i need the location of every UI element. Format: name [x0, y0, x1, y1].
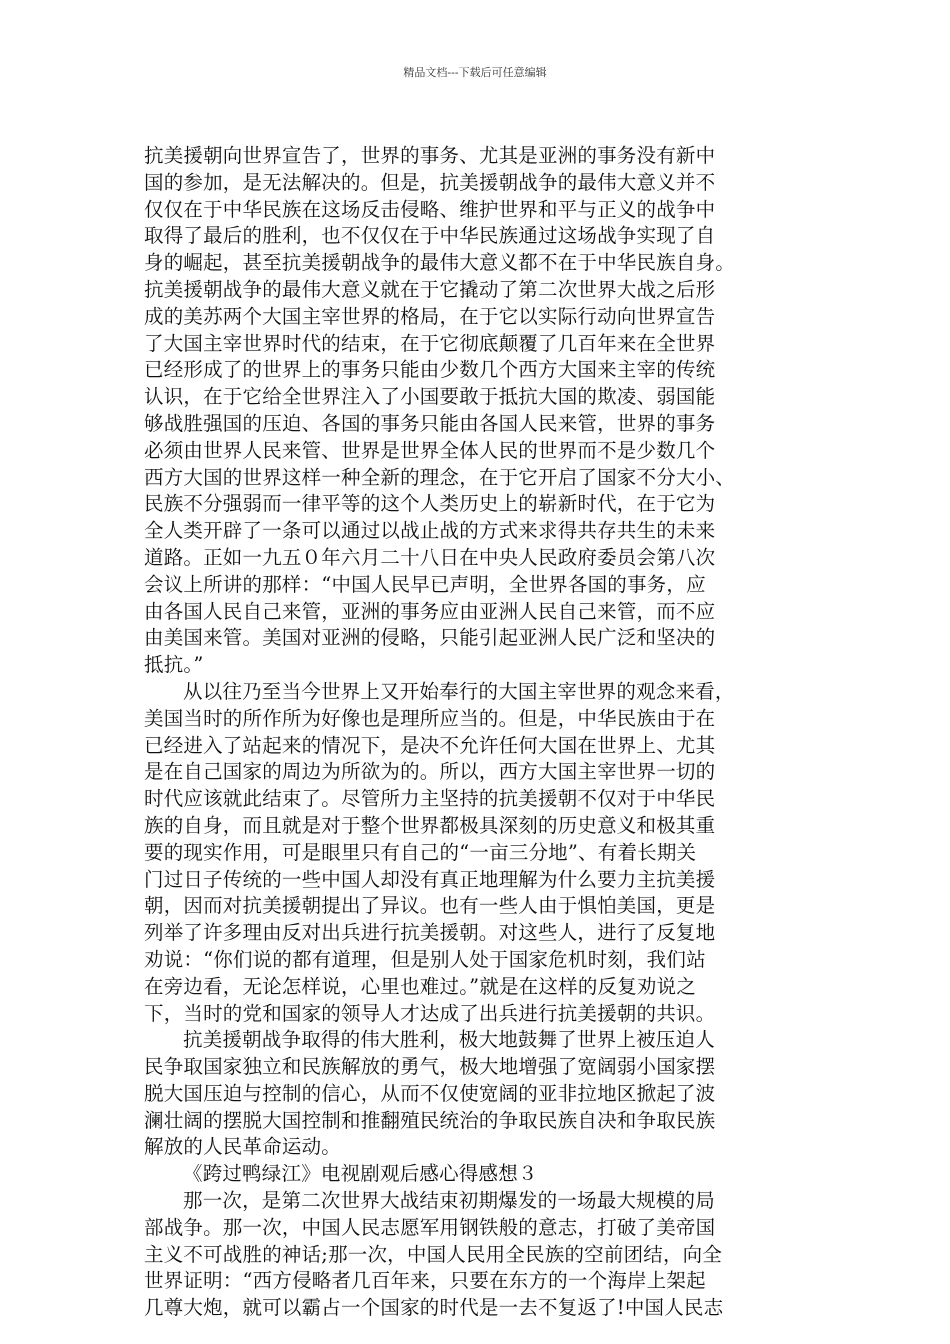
text-line: 由各国人民自己来管，亚洲的事务应由亚洲人民自己来管，而不应: [144, 599, 716, 623]
text-line: 时代应该就此结束了。尽管所力主坚持的抗美援朝不仅对于中华民: [144, 787, 716, 811]
text-line: 要的现实作用，可是眼里只有自己的“一亩三分地”、有着长期关: [144, 840, 697, 864]
text-line: 世界证明：“西方侵略者几百年来，只要在东方的一个海岸上架起: [144, 1269, 706, 1293]
page-header: 精品文档---下载后可任意编辑: [403, 66, 547, 79]
text-line: 劝说：“你们说的都有道理，但是别人处于国家危机时刻，我们站: [144, 947, 706, 971]
text-line: 部战争。那一次，中国人民志愿军用钢铁般的意志，打破了美帝国: [144, 1215, 716, 1239]
text-line: 门过日子传统的一些中国人却没有真正地理解为什么要力主抗美援: [144, 867, 716, 891]
text-line: 澜壮阔的摆脱大国控制和推翻殖民统治的争取民族自决和争取民族: [144, 1108, 716, 1132]
paragraph-first-line: 那一次，是第二次世界大战结束初期爆发的一场最大规模的局: [183, 1189, 715, 1213]
text-line: 抗美援朝向世界宣告了，世界的事务、尤其是亚洲的事务没有新中: [144, 144, 716, 167]
text-line: 下，当时的党和国家的领导人才达成了出兵进行抗美援朝的共识。: [144, 1001, 716, 1025]
text-line: 由美国来管。美国对亚洲的侵略，只能引起亚洲人民广泛和坚决的: [144, 626, 716, 650]
text-line: 美国当时的所作所为好像也是理所应当的。但是，中华民族由于在: [144, 706, 716, 730]
text-line: 解放的人民革命运动。: [144, 1135, 342, 1159]
text-line: 脱大国压迫与控制的信心，从而不仅使宽阔的亚非拉地区掀起了波: [144, 1081, 716, 1105]
paragraph-first-line: 从以往乃至当今世界上又开始奉行的大国主宰世界的观念来看，: [183, 679, 735, 703]
text-line: 列举了许多理由反对出兵进行抗美援朝。对这些人，进行了反复地: [144, 921, 716, 945]
text-line: 仅仅在于中华民族在这场反击侵略、维护世界和平与正义的战争中: [144, 197, 716, 221]
section-heading: 《跨过鸭绿江》电视剧观后感心得感想３: [183, 1162, 538, 1186]
text-line: 全人类开辟了一条可以通过以战止战的方式来求得共存共生的未来: [144, 519, 716, 543]
text-line: 必须由世界人民来管、世界是世界全体人民的世界而不是少数几个: [144, 438, 716, 462]
text-line: 取得了最后的胜利，也不仅仅在于中华民族通过这场战争实现了自: [144, 224, 716, 248]
text-line: 了大国主宰世界时代的结束，在于它彻底颠覆了几百年来在全世界: [144, 331, 716, 355]
text-line: 朝，因而对抗美援朝提出了异议。也有一些人由于惧怕美国，更是: [144, 894, 716, 918]
text-line: 在旁边看，无论怎样说，心里也难过。”就是在这样的反复劝说之: [144, 974, 697, 998]
text-line: 西方大国的世界这样一种全新的理念，在于它开启了国家不分大小、: [144, 465, 736, 489]
text-line: 够战胜强国的压迫、各国的事务只能由各国人民来管，世界的事务: [144, 411, 716, 435]
text-line: 会议上所讲的那样：“中国人民早已声明，全世界各国的事务，应: [144, 572, 706, 596]
text-line: 族的自身，而且就是对于整个世界都极具深刻的历史意义和极其重: [144, 813, 716, 837]
text-line: 主义不可战胜的神话;那一次，中国人民用全民族的空前团结，向全: [144, 1242, 723, 1266]
text-line: 成的美苏两个大国主宰世界的格局，在于它以实际行动向世界宣告: [144, 304, 716, 328]
text-line: 已经形成了的世界上的事务只能由少数几个西方大国来主宰的传统: [144, 358, 716, 382]
document-body: [144, 143, 828, 1322]
text-line: 是在自己国家的周边为所欲为的。所以，西方大国主宰世界一切的: [144, 760, 716, 784]
text-line: 抵抗。”: [144, 653, 204, 677]
paragraph-first-line: 抗美援朝战争取得的伟大胜利，极大地鼓舞了世界上被压迫人: [183, 1028, 715, 1052]
text-line: 民族不分强弱而一律平等的这个人类历史上的崭新时代，在于它为: [144, 492, 716, 516]
text-line: 身的崛起，甚至抗美援朝战争的最伟大意义都不在于中华民族自身。: [144, 251, 736, 275]
text-line: 认识，在于它给全世界注入了小国要敢于抵抗大国的欺凌、弱国能: [144, 385, 716, 409]
text-line: 几尊大炮，就可以霸占一个国家的时代是一去不复返了!中国人民志: [144, 1296, 724, 1320]
text-line: 民争取国家独立和民族解放的勇气，极大地增强了宽阔弱小国家摆: [144, 1055, 716, 1079]
text-line: 已经进入了站起来的情况下，是决不允许任何大国在世界上、尤其: [144, 733, 716, 757]
text-line: 道路。正如一九五０年六月二十八日在中央人民政府委员会第八次: [144, 545, 716, 569]
text-line: 抗美援朝战争的最伟大意义就在于它撬动了第二次世界大战之后形: [144, 277, 716, 301]
text-line: 国的参加，是无法解决的。但是，抗美援朝战争的最伟大意义并不: [144, 170, 716, 194]
